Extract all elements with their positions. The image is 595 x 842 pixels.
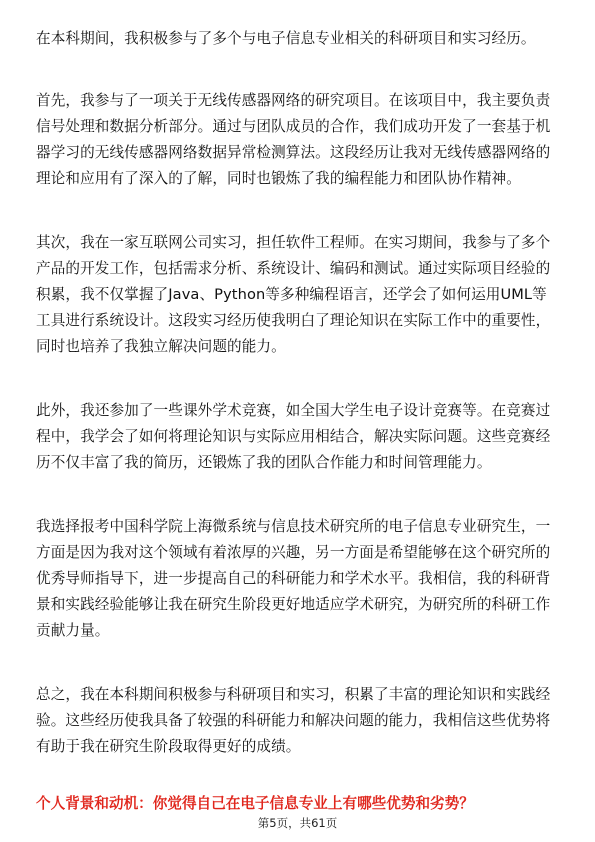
page-number: 第5页，共61页	[257, 816, 338, 830]
paragraph-internship: 其次，我在一家互联网公司实习，担任软件工程师。在实习期间，我参与了多个产品的开发工作，包括需求分析、系统设计、编码和测试。通过实际项目经验的积累，我不仅掌握了Java、Python等多种编程语言，还学会了如何运用UML等工具进行系统设计。这段实习经历使我明白了理论知识在实际工作中的重要性，同时也培养了我独立解决问题的能力。	[36, 234, 551, 355]
paragraph-intro: 在本科期间，我积极参与了多个与电子信息专业相关的科研项目和实习经历。	[36, 30, 536, 47]
paragraph-research-project: 首先，我参与了一项关于无线传感器网络的研究项目。在该项目中，我主要负责信号处理和数据分析部分。通过与团队成员的合作，我们成功开发了一套基于机器学习的无线传感器网络数据异常检测算法。这段经历让我对无线传感器网络的理论和应用有了深入的了解，同时也锻炼了我的编程能力和团队协作精神。	[36, 92, 551, 187]
paragraph-summary: 总之，我在本科期间积极参与科研项目和实习，积累了丰富的理论知识和实践经验。这些经历使我具备了较强的科研能力和解决问题的能力，我相信这些优势将有助于我在研究生阶段取得更好的成绩。	[36, 686, 551, 755]
question-heading: 个人背景和动机：你觉得自己在电子信息专业上有哪些优势和劣势？	[36, 795, 474, 812]
paragraph-motivation: 我选择报考中国科学院上海微系统与信息技术研究所的电子信息专业研究生，一方面是因为我对这个领域有着浓厚的兴趣，另一方面是希望能够在这个研究所的优秀导师指导下，进一步提高自己的科研能力和学术水平。我相信，我的科研背景和实践经验能够让我在研究生阶段更好地适应学术研究，为研究所的科研工作贡献力量。	[36, 518, 551, 639]
paragraph-competitions: 此外，我还参加了一些课外学术竞赛，如全国大学生电子设计竞赛等。在竞赛过程中，我学会了如何将理论知识与实际应用相结合，解决实际问题。这些竞赛经历不仅丰富了我的简历，还锻炼了我的团队合作能力和时间管理能力。	[36, 402, 551, 471]
